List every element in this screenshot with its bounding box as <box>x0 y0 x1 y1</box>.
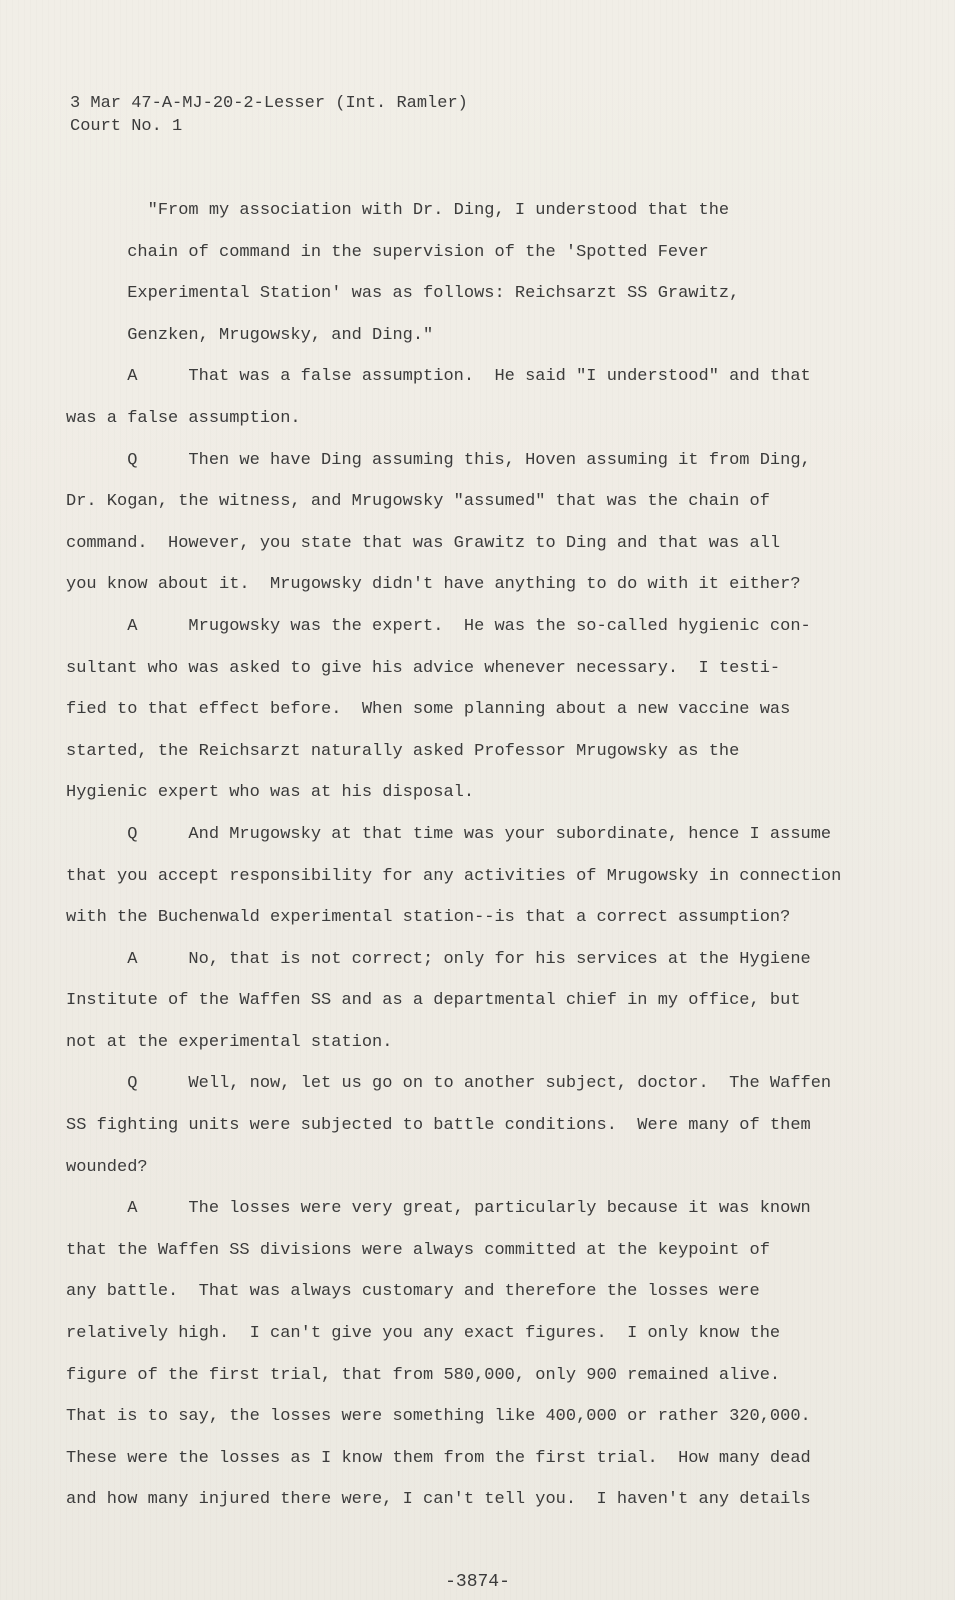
transcript-line: not at the experimental station. <box>66 1032 393 1052</box>
transcript-line: A The losses were very great, particularly because it was known <box>66 1199 811 1219</box>
transcript-body <box>66 190 866 1521</box>
transcript-line: chain of command in the supervision of the 'Spotted Fever <box>66 242 709 262</box>
transcript-line: wounded? <box>66 1157 148 1177</box>
transcript-line: Q And Mrugowsky at that time was your subordinate, hence I assume <box>66 824 832 844</box>
transcript-line: A Mrugowsky was the expert. He was the so-called hygienic con- <box>66 616 811 636</box>
transcript-line: that you accept responsibility for any activities of Mrugowsky in connection <box>66 866 842 886</box>
header-line-1: 3 Mar 47-A-MJ-20-2-Lesser (Int. Ramler) <box>70 94 468 113</box>
transcript-line: These were the losses as I know them from the first trial. How many dead <box>66 1448 811 1468</box>
transcript-line: A That was a false assumption. He said "I understood" and that <box>66 367 811 387</box>
header-line-2: Court No. 1 <box>70 117 183 136</box>
transcript-line: sultant who was asked to give his advice whenever necessary. I testi- <box>66 658 781 678</box>
transcript-line: you know about it. Mrugowsky didn't have anything to do with it either? <box>66 575 801 595</box>
transcript-line: and how many injured there were, I can't tell you. I haven't any details <box>66 1490 811 1510</box>
transcript-line: command. However, you state that was Grawitz to Ding and that was all <box>66 533 781 553</box>
page-number: -3874- <box>445 1572 510 1592</box>
transcript-line: figure of the first trial, that from 580,000, only 900 remained alive. <box>66 1365 781 1385</box>
transcript-line: Genzken, Mrugowsky, and Ding." <box>66 325 434 345</box>
transcript-line: "From my association with Dr. Ding, I understood that the <box>66 201 730 220</box>
transcript-line: A No, that is not correct; only for his services at the Hygiene <box>66 949 811 969</box>
transcript-line: Q Well, now, let us go on to another subject, doctor. The Waffen <box>66 1074 832 1094</box>
transcript-line: started, the Reichsarzt naturally asked Professor Mrugowsky as the <box>66 741 740 761</box>
transcript-line: was a false assumption. <box>66 408 301 428</box>
transcript-line: any battle. That was always customary and therefore the losses were <box>66 1282 760 1302</box>
transcript-line: Institute of the Waffen SS and as a departmental chief in my office, but <box>66 991 801 1011</box>
transcript-line: relatively high. I can't give you any exact figures. I only know the <box>66 1324 781 1344</box>
document-header <box>70 92 468 138</box>
transcript-line: Q Then we have Ding assuming this, Hoven assuming it from Ding, <box>66 450 811 470</box>
transcript-line: Hygienic expert who was at his disposal. <box>66 783 475 803</box>
transcript-line: Experimental Station' was as follows: Reichsarzt SS Grawitz, <box>66 284 740 304</box>
transcript-line: SS fighting units were subjected to battle conditions. Were many of them <box>66 1116 811 1136</box>
transcript-line: fied to that effect before. When some planning about a new vaccine was <box>66 700 791 720</box>
transcript-line: with the Buchenwald experimental station--is that a correct assumption? <box>66 908 791 928</box>
transcript-line: that the Waffen SS divisions were always committed at the keypoint of <box>66 1240 770 1260</box>
transcript-line: Dr. Kogan, the witness, and Mrugowsky "assumed" that was the chain of <box>66 492 770 512</box>
transcript-line: That is to say, the losses were something like 400,000 or rather 320,000. <box>66 1407 811 1427</box>
